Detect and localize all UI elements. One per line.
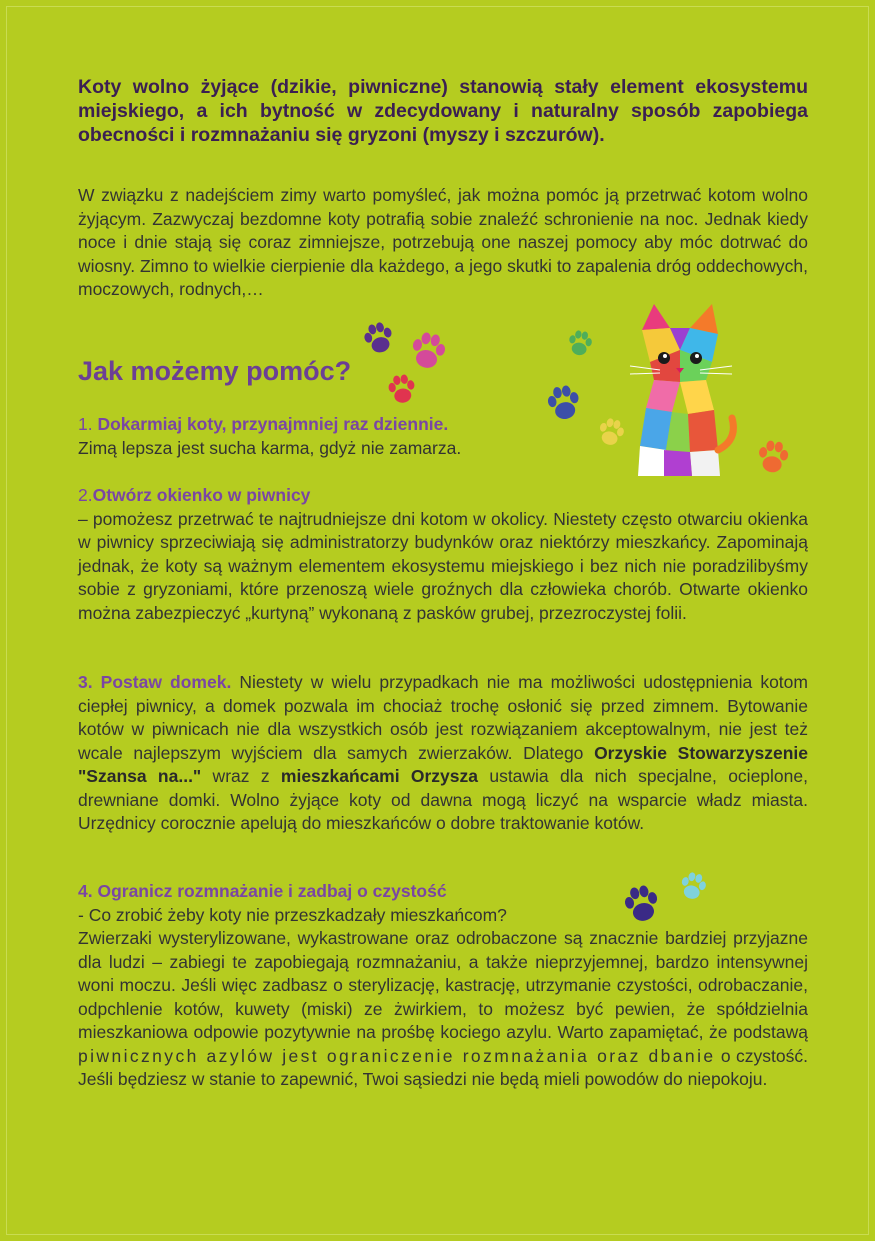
intro-paragraph: Koty wolno żyjące (dzikie, piwniczne) stanowią stały element ekosystemu miejskiego, a ich bytność w zdecydowany i naturalny sposób zapobiega obecności i rozmnażaniu się gryzoni (myszy i szczurów).: [78, 76, 808, 146]
tip-3-text-c: ustawia dla nich specjalne, ocieplone, drewniane domki. Wolno żyjące koty od dawna mogą liczyć na wsparcie władz miasta. Urzędnicy corocznie apelują do mieszkańców o dobre traktowanie kotów.: [78, 766, 808, 833]
paw-icon: [755, 440, 791, 476]
paw-icon: [566, 330, 594, 358]
tip-4-question: - Co zrobić żeby koty nie przeszkadzały mieszkańcom?: [78, 904, 507, 925]
paw-icon: [362, 322, 396, 356]
tip-4-text-b: o czystość. Jeśli będziesz w stanie to zapewnić, Twoi sąsiedzi nie będą mieli powodów do niepokoju.: [78, 1045, 808, 1089]
tip-2-number: 2.: [78, 485, 93, 505]
tip-4: [78, 880, 808, 1092]
tip-2-title: Otwórz okienko w piwnicy: [92, 485, 311, 505]
tip-4-text-a: Zwierzaki wysterylizowane, wykastrowane oraz odrobaczone są znacznie bardziej przyjazne dla ludzi – zabiegi te zapobiegają rozmnażaniu, a także nieprzyjemnej, bardzo intensywnej woni moczu. Jeśli więc zadbasz o sterylizację, kastrację, utrzymanie czystości, odrobaczanie, odpchlenie kotów, kuwety (miski) ze żwirkiem, to możesz być pewien, że spółdzielnia mieszkaniowa odpowie pozytywnie na prośbę kociego azylu. Warto zapamiętać, że podstawą: [78, 928, 808, 1042]
tip-1-number: 1.: [78, 414, 98, 434]
tip-1-text: Zimą lepsza jest sucha karma, gdyż nie zamarza.: [78, 437, 462, 458]
tip-3-title: 3. Postaw domek.: [78, 672, 232, 692]
tip-3-text-a: Niestety w wielu przypadkach nie ma możliwości udostępnienia kotom ciepłej piwnicy, a domek pozwala im chociaż trochę osłonić się przed zimnem. Bytowanie kotów w piwnicach nie dla wszystkich osób jest rozwiązaniem akceptowalnym, nie jest też wcale najlepszym wyjściem dla samych zwierzaków. Dlatego: [78, 672, 808, 763]
paw-icon: [678, 872, 708, 902]
tip-4-title: 4. Ogranicz rozmnażanie i zadbaj o czystość: [78, 881, 447, 901]
tip-2-text: – pomożesz przetrwać te najtrudniejsze dni kotom w okolicy. Niestety często otwarciu okienka w piwnicy sprzeciwiają się administratorzy budynków oraz niektórzy mieszkańcy. Zapominają jednak, że koty są ważnym elementem ekosystemu miejskiego i bez nich nie poradzilibyśmy sobie z gryzoniami, które przenoszą wiele groźnych dla człowieka chorób. Otwarte okienko można zabezpieczyć „kurtyną” wykonaną z pasków grubej, przezroczystej folii.: [78, 508, 808, 623]
paw-icon: [545, 385, 583, 423]
tip-3-text-b: wraz z: [201, 766, 281, 786]
section-heading: Jak możemy pomóc?: [78, 356, 352, 386]
tip-3-residents: mieszkańcami Orzysza: [280, 766, 479, 786]
cat-illustration: [620, 300, 740, 480]
tip-3-association: Orzyskie Stowarzyszenie "Szansa na...": [78, 742, 808, 786]
tip-4-text-spaced: piwnicznych azylów jest ograniczenie rozmnażania oraz dbanie: [78, 1045, 716, 1066]
paw-icon: [622, 885, 662, 925]
paw-icon: [386, 374, 418, 406]
lead-paragraph: W związku z nadejściem zimy warto pomyśleć, jak można pomóc ją przetrwać kotom wolno żyjącym. Zazwyczaj bezdomne koty potrafią sobie znaleźć schronienie na noc. Jednak kiedy noce i dnie stają się coraz zimniejsze, potrzebują one naszej pomocy aby móc dotrwać do wiosny. Zimno to wielkie cierpienie dla każdego, a jego skutki to zapalenia dróg oddechowych, moczowych, rodnych,…: [78, 185, 808, 299]
tip-2: [78, 484, 808, 625]
tip-1-title: Dokarmiaj koty, przynajmniej raz dziennie.: [97, 414, 449, 434]
tip-3: [78, 671, 808, 836]
paw-icon: [408, 332, 448, 372]
